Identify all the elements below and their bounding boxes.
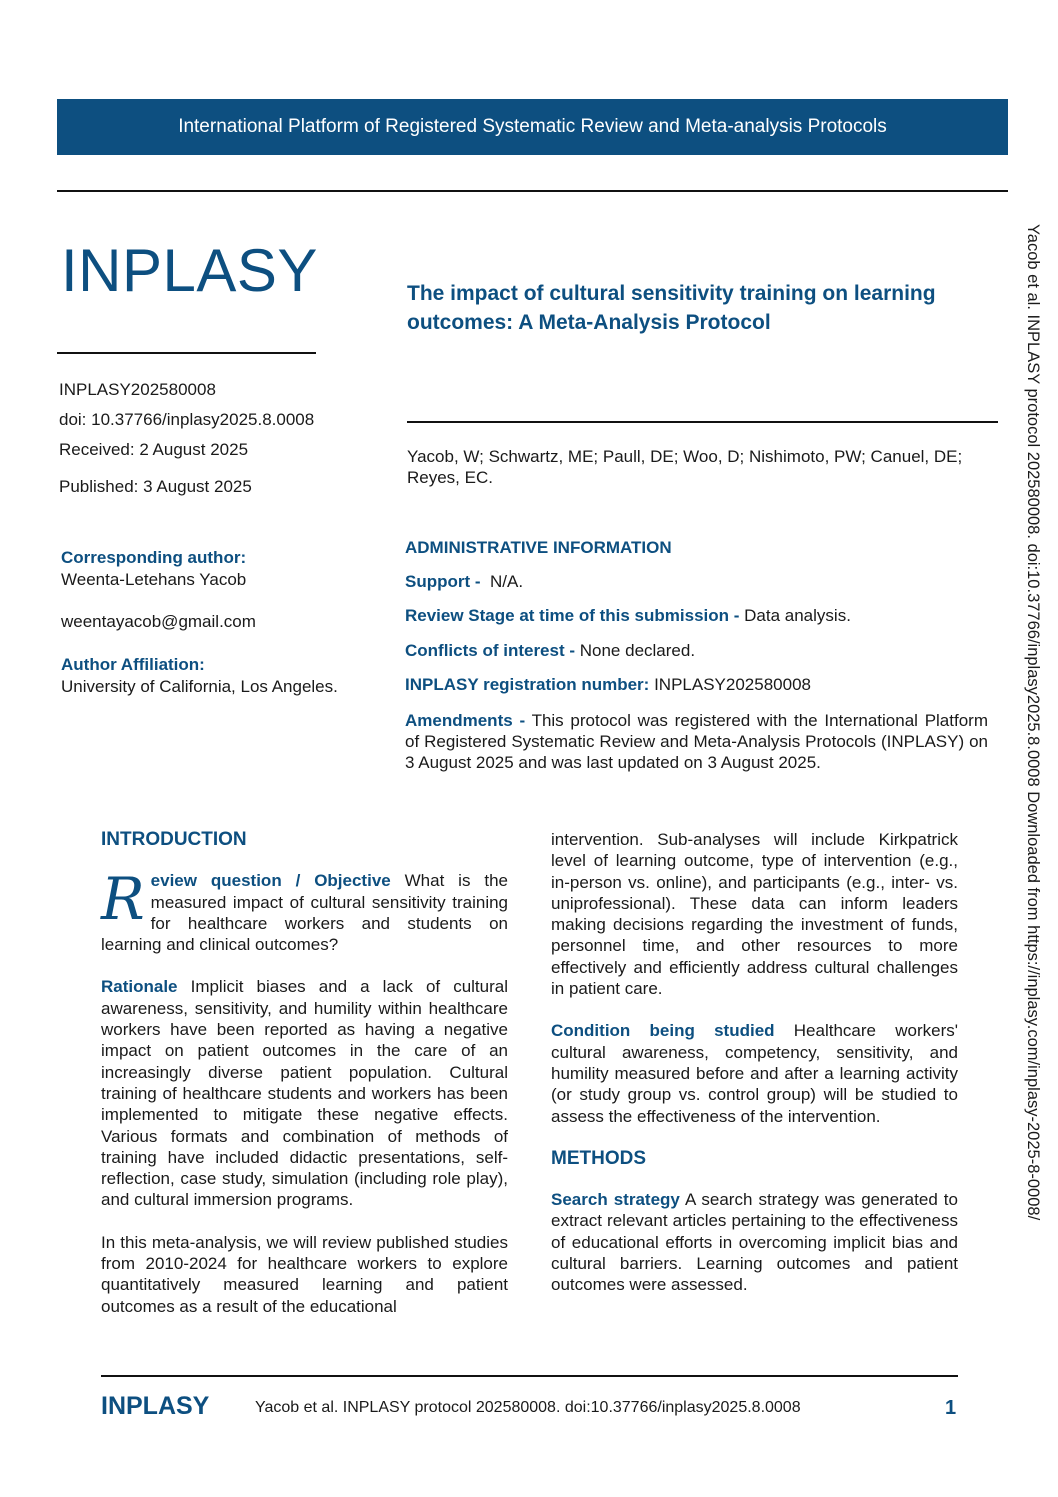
footer-rule (101, 1375, 958, 1377)
stage-value: Data analysis. (744, 606, 851, 625)
affiliation-label: Author Affiliation: (61, 655, 205, 674)
admin-amendments (405, 710, 988, 773)
amendments-value: This protocol was registered with the International Platform of Registered Systematic Review and Meta-Analysis Protocols (INPLASY) on 3 August 2025 and was last updated on 3 August 2025. (405, 711, 988, 772)
published-date: Published: 3 August 2025 (59, 477, 252, 496)
review-question-paragraph (101, 865, 508, 955)
conflicts-value: None declared. (579, 641, 696, 660)
search-strategy-label: Search strategy (551, 1190, 680, 1210)
introduction-heading: INTRODUCTION (101, 829, 247, 850)
condition-label: Condition being studied (551, 1021, 775, 1041)
stage-label: Review Stage at time of this submission - (405, 606, 740, 625)
paper-title: The impact of cultural sensitivity training on learning outcomes: A Meta-Analysis Protocol (407, 282, 936, 334)
corresponding-label: Corresponding author: (61, 548, 247, 567)
meta-analysis-continued: intervention. Sub-analyses will include Kirkpatrick level of learning outcome, type of intervention (e.g., in-person vs. online), and participants (e.g., inter- vs. uniprofessional). These data can inform leaders making decisions regarding the investment of funds, personnel time, and other resources to more effectively and efficiently address cultural challenges in patient care. (551, 830, 958, 999)
review-question-label: eview question / Objective (150, 871, 391, 891)
admin-heading: ADMINISTRATIVE INFORMATION (405, 538, 672, 557)
regnum-value: INPLASY202580008 (654, 675, 811, 694)
footer-brand: INPLASY (101, 1392, 210, 1420)
condition-paragraph (551, 1020, 958, 1126)
admin-registration (405, 675, 988, 695)
admin-conflicts (405, 641, 988, 661)
search-strategy-text: A search strategy was generated to extract relevant articles pertaining to the effectiveness of educational efforts in overcoming implicit bias and cultural barriers. Learning outcomes and patient outcomes were assessed. (551, 1190, 958, 1295)
support-value: N/A. (490, 572, 524, 591)
page-number: 1 (945, 1397, 957, 1419)
corresponding-name: Weenta-Letehans Yacob (61, 570, 247, 589)
protocol-id: INPLASY202580008 (59, 380, 216, 399)
top-rule (57, 190, 1008, 192)
dropcap-letter: R (101, 865, 145, 934)
footer-citation: Yacob et al. INPLASY protocol 202580008. doi:10.37766/inplasy2025.8.0008 (255, 1399, 801, 1416)
doi: doi: 10.37766/inplasy2025.8.0008 (59, 410, 315, 429)
side-download-note: Yacob et al. INPLASY protocol 202580008. doi:10.37766/inplasy2025.8.0008 Downloaded from https://inplasy.com/inplasy-2025-8-0008/ (1024, 224, 1042, 1221)
rationale-label: Rationale (101, 977, 178, 997)
journal-banner (57, 99, 1008, 155)
support-label: Support - (405, 572, 481, 591)
meta-analysis-paragraph: In this meta-analysis, we will review published studies from 2010-2024 for healthcare workers to explore quantitatively measured learning and patient outcomes as a result of the educational (101, 1232, 508, 1316)
affiliation: University of California, Los Angeles. (61, 677, 338, 696)
admin-support (405, 572, 988, 592)
received-date: Received: 2 August 2025 (59, 440, 249, 459)
rationale-text: Implicit biases and a lack of cultural awareness, sensitivity, and humility within healthcare workers have been reported as having a negative impact on patient outcomes in the care of an increasingly diverse patient population. Cultural training of healthcare students and workers has been implemented to mitigate these negative effects. Various formats and combination of methods of training have included didactic presentations, self-reflection, case study, simulation (including role play), and cultural immersion programs. (101, 977, 508, 1210)
title-rule (407, 421, 998, 423)
brand-rule (57, 352, 316, 354)
journal-brand: INPLASY (61, 237, 318, 304)
review-question-text: What is the measured impact of cultural sensitivity training for healthcare workers and students on learning and clinical outcomes? (101, 871, 508, 955)
amendments-label: Amendments - (405, 711, 526, 730)
conflicts-label: Conflicts of interest - (405, 641, 576, 660)
author-list: Yacob, W; Schwartz, ME; Paull, DE; Woo, D; Nishimoto, PW; Canuel, DE; Reyes, EC. (407, 447, 963, 487)
corresponding-email[interactable]: weentayacob@gmail.com (61, 612, 256, 631)
condition-text: Healthcare workers' cultural awareness, competency, sensitivity, and humility measured before and after a learning activity (or study group vs. control group) will be studied to assess the effectiveness of the intervention. (551, 1021, 958, 1126)
rationale-paragraph (101, 976, 508, 1210)
right-column (551, 829, 958, 1317)
regnum-label: INPLASY registration number: (405, 675, 650, 694)
admin-stage (405, 606, 988, 626)
banner-text: International Platform of Registered Systematic Review and Meta-analysis Protocols (178, 116, 887, 137)
left-column (101, 829, 508, 1338)
methods-heading: METHODS (551, 1147, 646, 1169)
search-strategy-paragraph (551, 1189, 958, 1295)
